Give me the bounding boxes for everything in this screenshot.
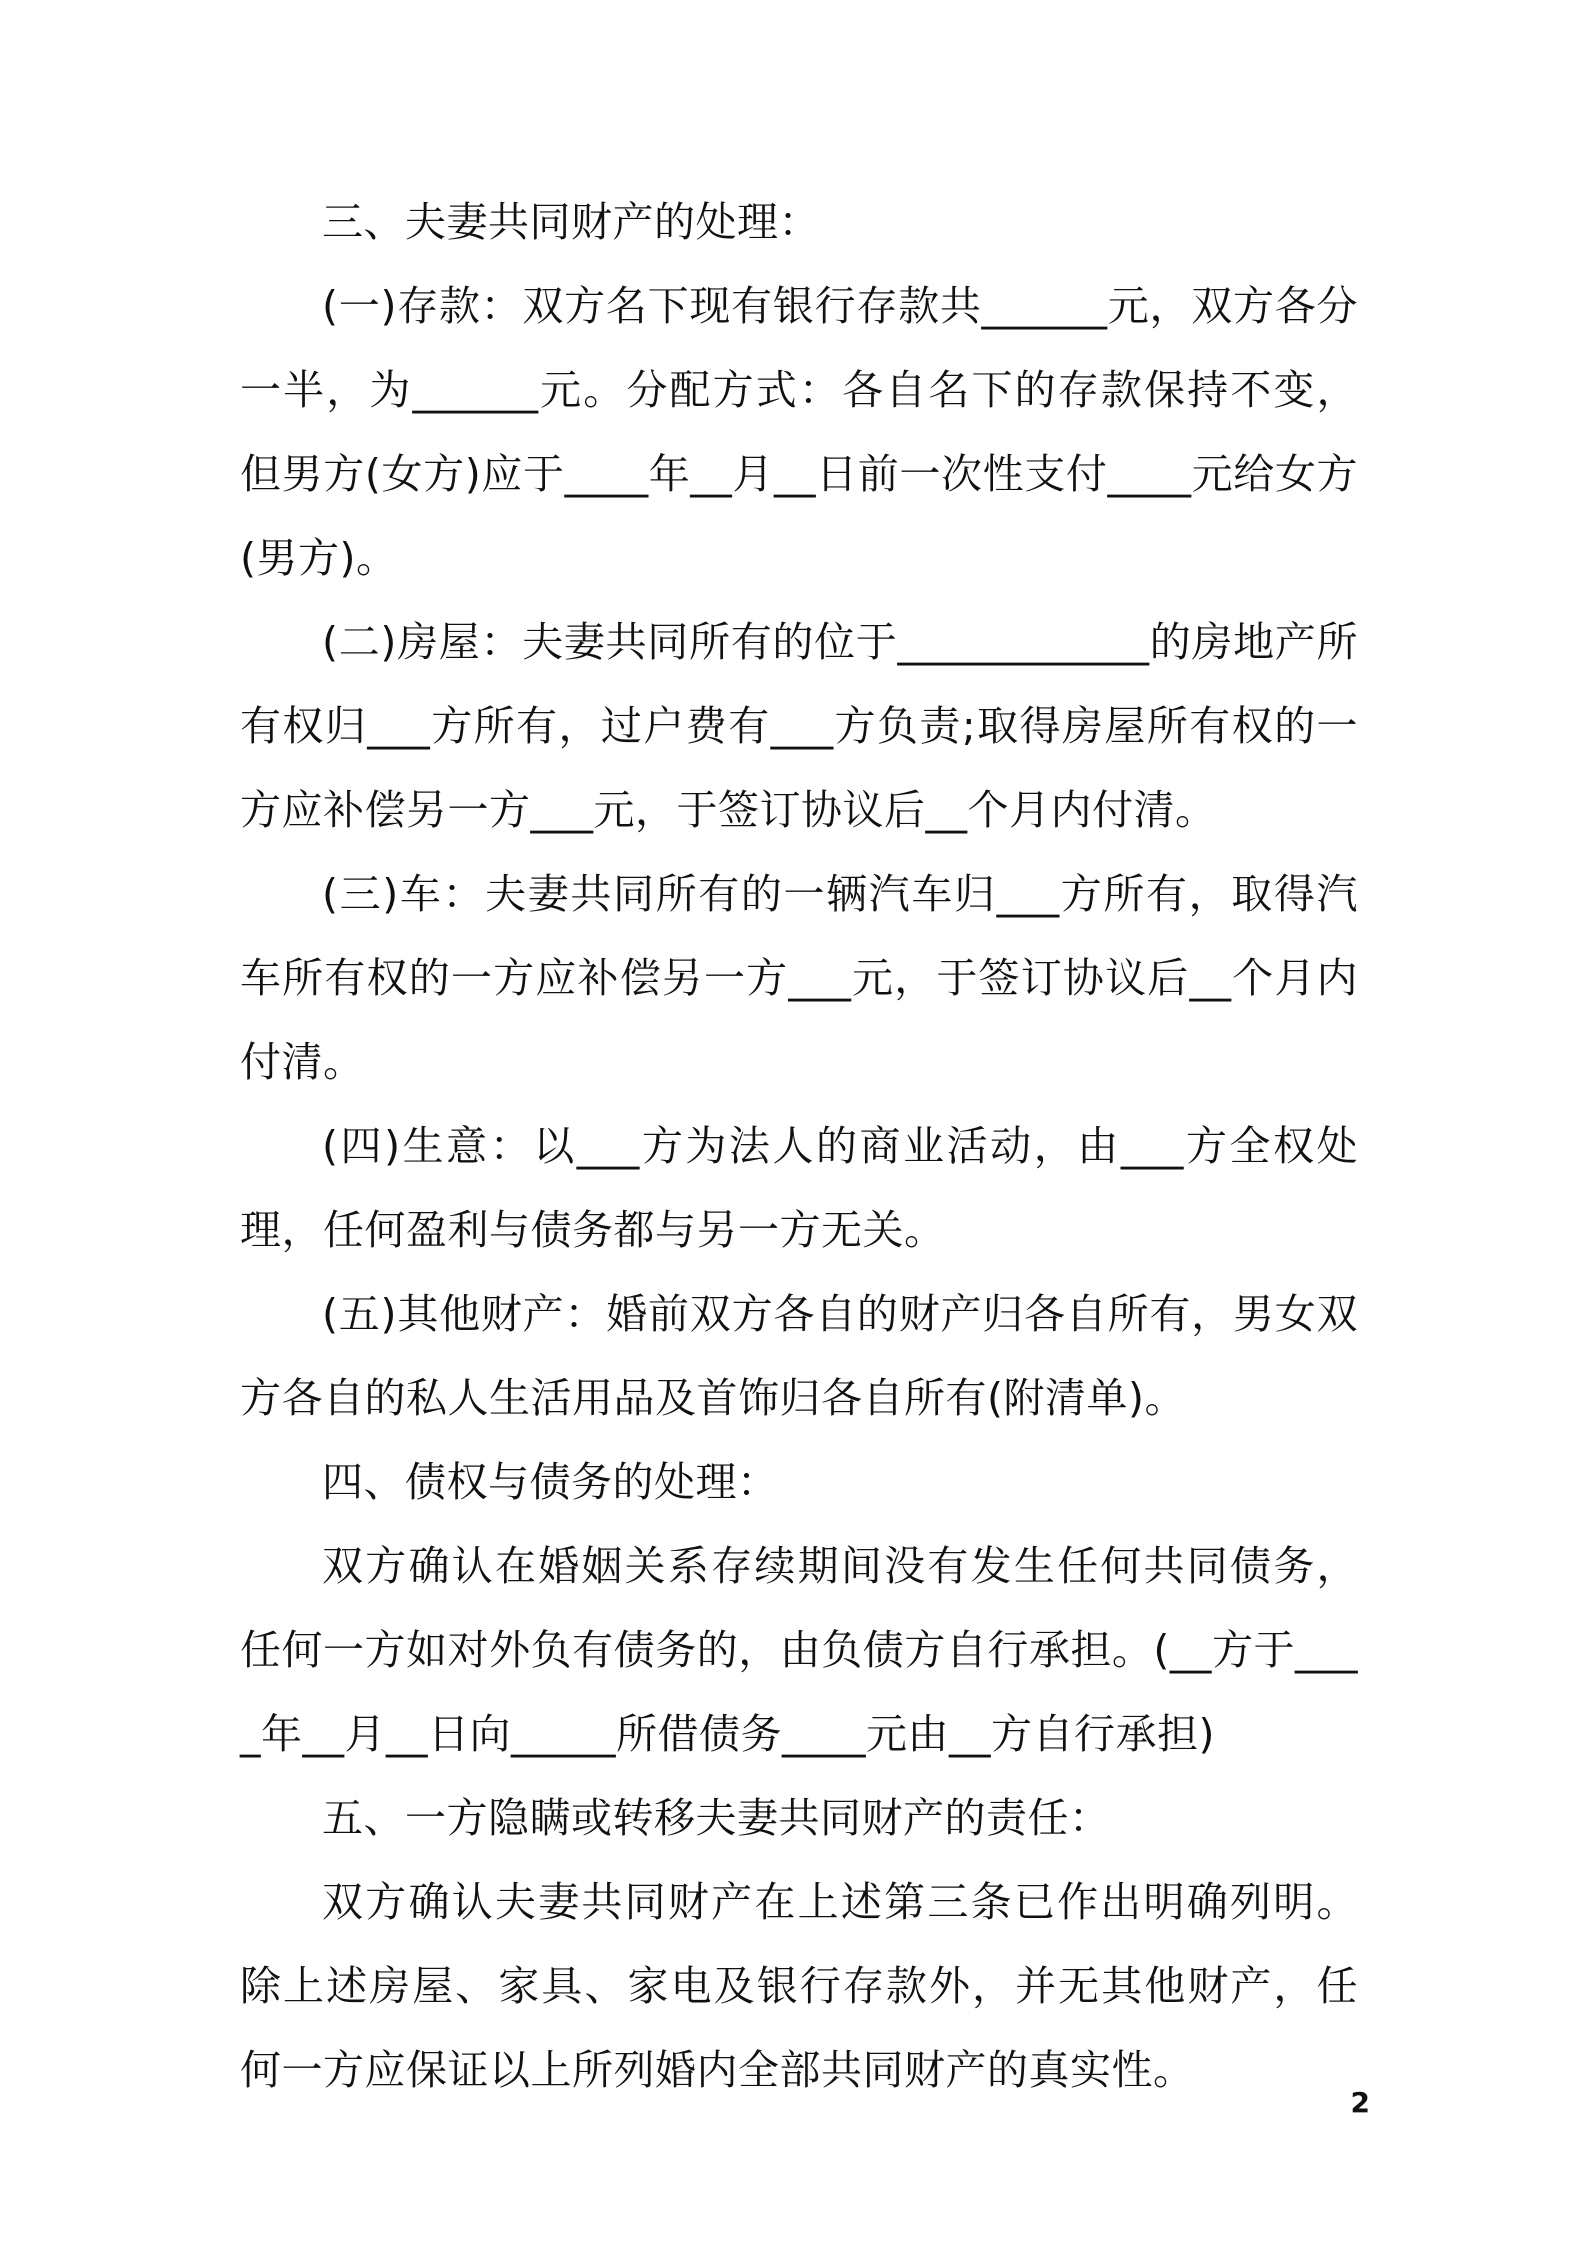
document-body <box>240 180 1358 2112</box>
section-three-heading: 三、夫妻共同财产的处理： <box>322 198 820 246</box>
page-number: 2 <box>1350 2086 1370 2119</box>
clause-car: (三)车：夫妻共同所有的一辆汽车归___方所有，取得汽车所有权的一方应补偿另一方___元，于签订协议后__个月内付清。 <box>240 870 1358 1086</box>
clause-debts: 双方确认在婚姻关系存续期间没有发生任何共同债务，任何一方如对外负有债务的，由负债方自行承担。(__方于____年__月__日向_____所借债务____元由__方自行承担) <box>240 1542 1358 1758</box>
clause-concealment: 双方确认夫妻共同财产在上述第三条已作出明确列明。除上述房屋、家具、家电及银行存款外，并无其他财产，任何一方应保证以上所列婚内全部共同财产的真实性。 <box>240 1878 1358 2094</box>
clause-other-property: (五)其他财产：婚前双方各自的财产归各自所有，男女双方各自的私人生活用品及首饰归各自所有(附清单)。 <box>240 1290 1358 1422</box>
clause-deposits: (一)存款：双方名下现有银行存款共______元，双方各分一半，为______元。分配方式：各自名下的存款保持不变，但男方(女方)应于____年__月__日前一次性支付____元给女方(男方)。 <box>240 282 1358 582</box>
clause-house: (二)房屋：夫妻共同所有的位于____________的房地产所有权归___方所有，过户费有___方负责;取得房屋所有权的一方应补偿另一方___元，于签订协议后__个月内付清。 <box>240 618 1358 834</box>
clause-business: (四)生意：以___方为法人的商业活动，由___方全权处理，任何盈利与债务都与另一方无关。 <box>240 1122 1358 1254</box>
section-four-heading: 四、债权与债务的处理： <box>322 1458 779 1506</box>
section-five-heading: 五、一方隐瞒或转移夫妻共同财产的责任： <box>322 1794 1111 1842</box>
